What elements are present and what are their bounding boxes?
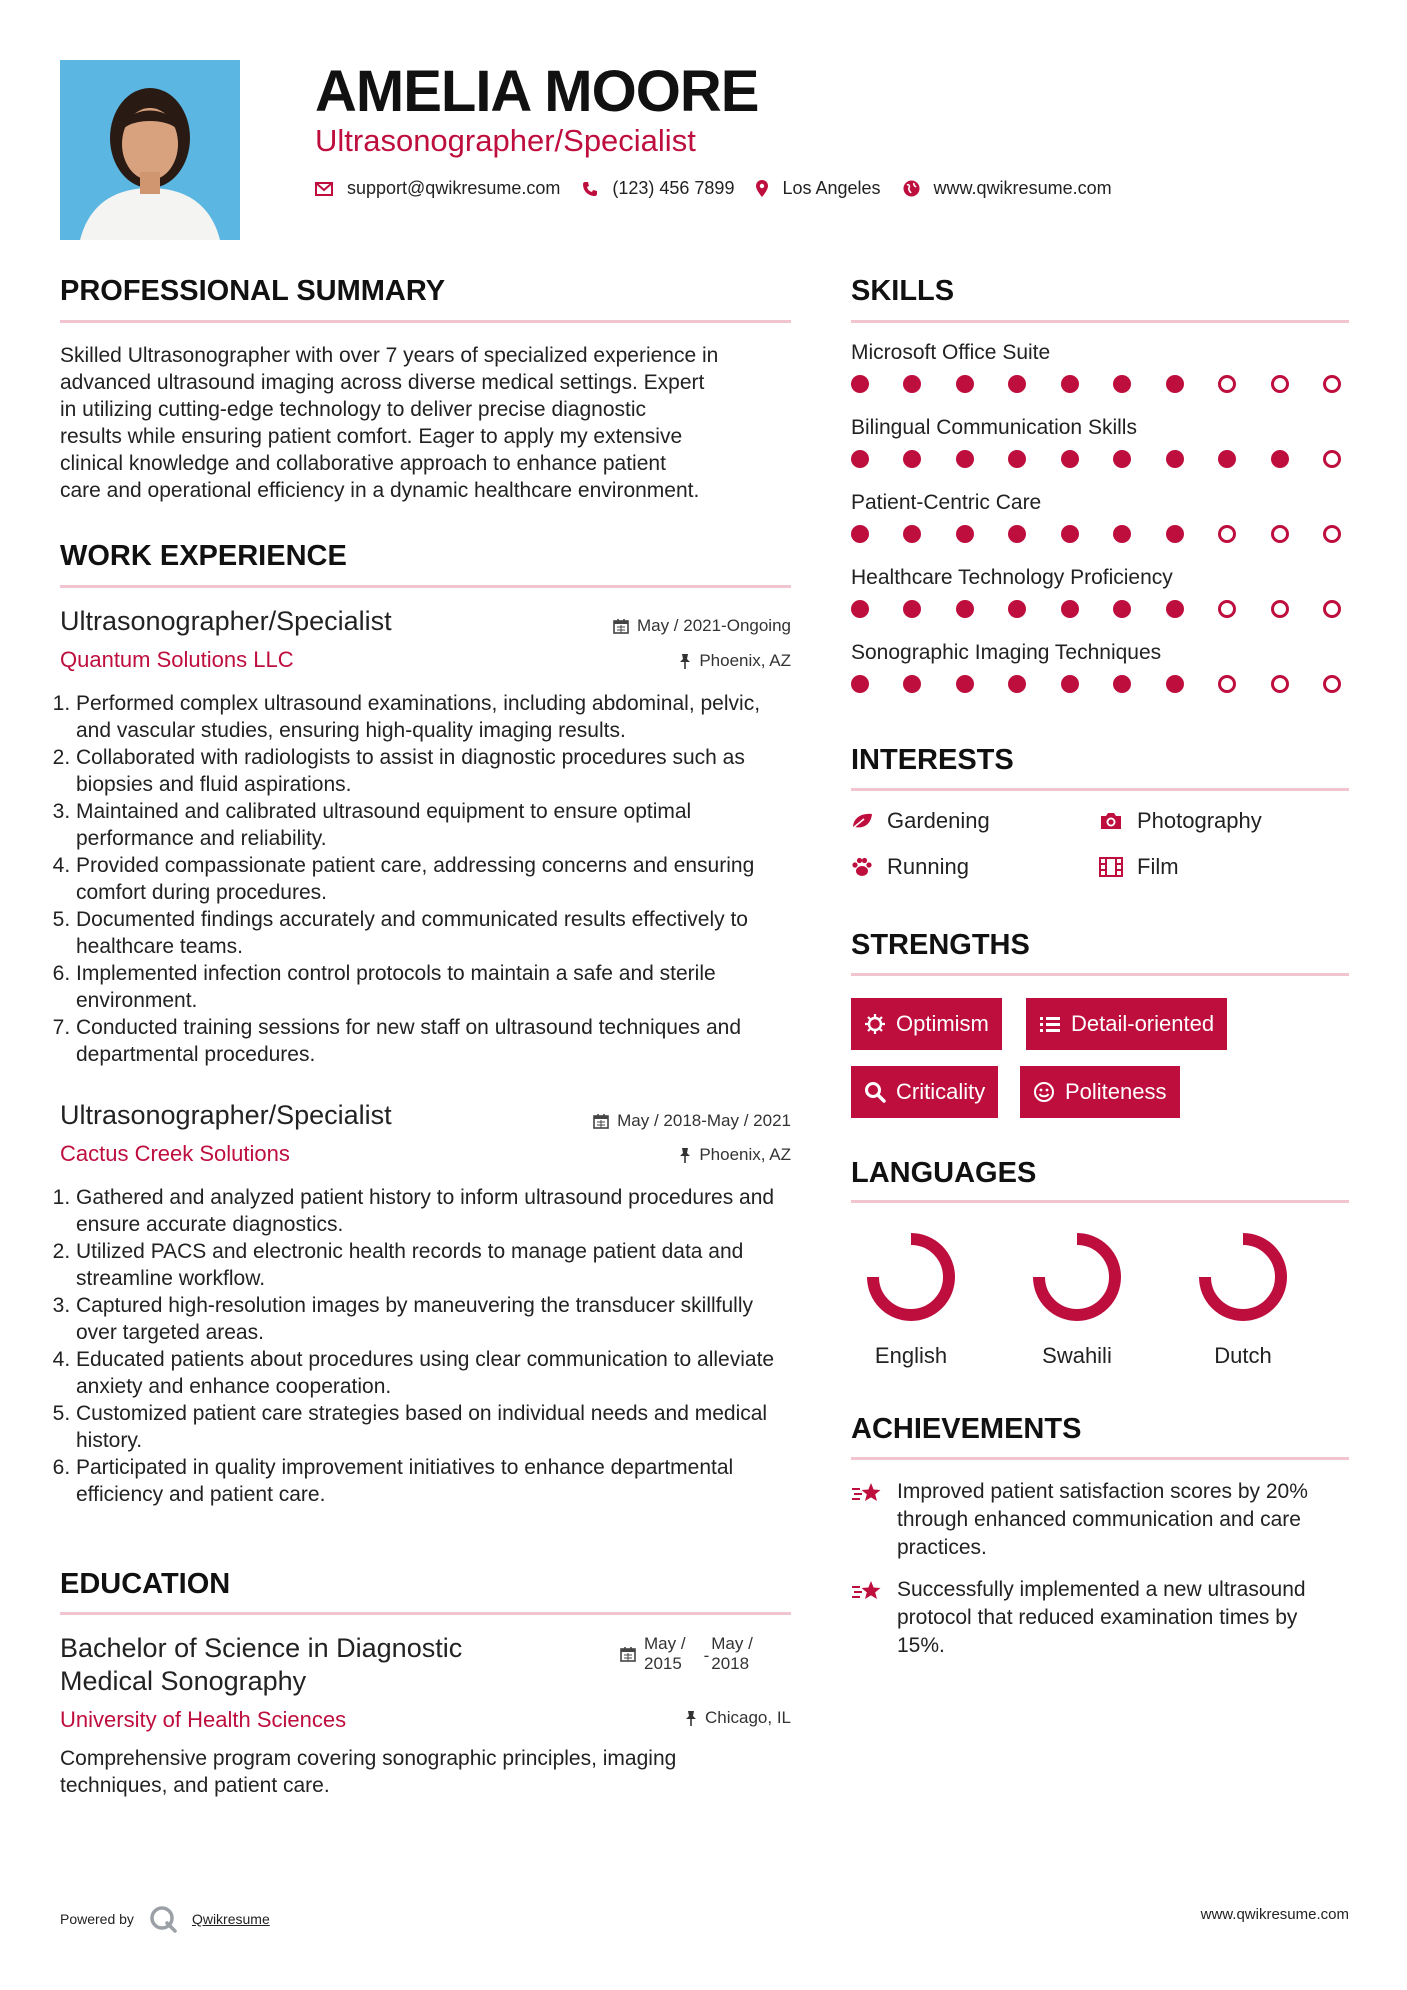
summary-line: results while ensuring patient comfort. Eager to apply my extensive [60,425,683,448]
rating-dot-filled [851,600,869,618]
rating-dot-empty [1271,600,1289,618]
rating-dot-filled [1166,375,1184,393]
skill-item [851,641,1351,716]
skill-item [851,341,1351,416]
education-location [491,1708,791,1728]
skill-rating [851,375,1341,393]
smile-icon [1033,1081,1055,1103]
contact-phone[interactable]: (123) 456 7899 [612,178,735,198]
strengths-heading: STRENGTHS [851,929,1030,961]
summary-line: advanced ultrasound imaging across diverse medical settings. Expert [60,371,705,394]
rating-dot-filled [903,675,921,693]
rating-dot-filled [903,450,921,468]
edu-start-month: May / [644,1634,686,1653]
rating-dot-filled [956,600,974,618]
rating-dot-filled [851,450,869,468]
rating-dot-empty [1323,675,1341,693]
phone-icon [582,181,598,197]
skills-list [851,341,1351,716]
contact-website[interactable]: www.qwikresume.com [933,178,1112,198]
rating-dot-empty [1218,600,1236,618]
skills-heading: SKILLS [851,275,955,307]
job-location [491,1145,791,1165]
strength-label: Optimism [896,1011,989,1036]
rating-dot-filled [1113,600,1131,618]
job-duties [58,1184,793,1508]
profile-photo [60,60,240,240]
rating-dot-filled [956,450,974,468]
rating-dot-filled [1008,375,1026,393]
job-duties [58,690,793,1068]
skill-label: Sonographic Imaging Techniques [851,641,1162,664]
rating-dot-empty [1323,375,1341,393]
rating-dot-filled [1113,675,1131,693]
strengths-rule [851,973,1349,976]
search-icon [864,1081,886,1103]
summary-line: Skilled Ultrasonographer with over 7 years of specialized experience in [60,344,719,367]
rating-dot-filled [1008,450,1026,468]
date-separator: - [703,1646,710,1665]
language-gauge [856,1222,966,1332]
rating-dot-filled [903,525,921,543]
contact-location: Los Angeles [782,178,881,198]
rating-dot-filled [1061,525,1079,543]
envelope-icon [315,182,333,196]
experience-heading: WORK EXPERIENCE [60,540,347,572]
rating-dot-filled [1061,600,1079,618]
rating-dot-filled [1271,450,1289,468]
duty-item: 2. Utilized PACS and electronic health records to manage patient data and streamline workflow. [76,1238,793,1292]
job-company: Quantum Solutions LLC [60,647,294,672]
pushpin-icon [679,1147,691,1163]
job-title: Ultrasonographer/Specialist [60,606,392,636]
duty-item: 1. Performed complex ultrasound examinations, including abdominal, pelvic, and vascular studies, ensuring high-quality imaging results. [76,690,793,744]
rating-dot-filled [956,675,974,693]
achievement-text: Successfully implemented a new ultrasound protocol that reduced examination times by 15%. [897,1578,1306,1657]
calendar-icon [593,1113,609,1129]
rating-dot-empty [1271,375,1289,393]
rating-dot-filled [1166,450,1184,468]
rating-dot-empty [1218,675,1236,693]
interest-label: Gardening [887,808,990,833]
edu-start-year: 2015 [644,1654,682,1673]
language-label: English [874,1343,948,1368]
strength-label: Criticality [896,1079,986,1104]
duty-item: 2. Collaborated with radiologists to assist in diagnostic procedures such as biopsies and fluid aspirations. [76,744,793,798]
education-description: Comprehensive program covering sonographic principles, imaging techniques, and patient care. [60,1747,677,1797]
duty-item: 6. Participated in quality improvement initiatives to enhance departmental efficiency and patient care. [76,1454,793,1508]
footer-powered-by [60,1904,270,1934]
rating-dot-filled [903,375,921,393]
pushpin-icon [685,1710,697,1726]
job-location-text: Phoenix, AZ [699,1145,791,1164]
rating-dot-empty [1323,600,1341,618]
rating-dot-filled [1113,525,1131,543]
job-dates-text: May / 2021-Ongoing [636,616,791,635]
summary-line: in utilizing cutting-edge technology to deliver precise diagnostic [60,398,647,421]
skill-rating [851,525,1341,543]
rating-dot-empty [1271,525,1289,543]
skill-item [851,491,1351,566]
powered-by-label: Powered by [60,1911,134,1927]
interest-running [851,854,969,880]
languages-heading: LANGUAGES [851,1157,1037,1189]
strength-detail-oriented [1026,998,1227,1050]
job-dates [491,1111,791,1131]
summary-line: care and operational efficiency in a dynamic healthcare environment. [60,479,700,502]
rating-dot-filled [1061,450,1079,468]
education-dates [620,1634,753,1674]
rating-dot-filled [1061,675,1079,693]
degree-line: Medical Sonography [60,1666,307,1696]
rating-dot-filled [1166,675,1184,693]
interest-gardening [851,808,990,834]
rating-dot-filled [1113,375,1131,393]
brand-link[interactable]: Qwikresume [191,1911,270,1927]
language-english [851,1222,971,1369]
rating-dot-filled [851,375,869,393]
rating-dot-filled [903,600,921,618]
summary-heading: PROFESSIONAL SUMMARY [60,275,446,307]
footer-website[interactable]: www.qwikresume.com [1200,1906,1349,1923]
rating-dot-empty [1323,525,1341,543]
achievements-rule [851,1457,1349,1460]
interest-label: Film [1137,854,1179,879]
achievement-text: Improved patient satisfaction scores by 20% through enhanced communication and care practices. [897,1480,1308,1559]
education-heading: EDUCATION [60,1568,231,1600]
skill-label: Patient-Centric Care [851,491,1042,514]
skill-label: Microsoft Office Suite [851,341,1051,364]
degree-title [60,1632,462,1698]
skills-rule [851,320,1349,323]
strength-optimism [851,998,1002,1050]
job-dates-text: May / 2018-May / 2021 [617,1111,791,1130]
skill-rating [851,450,1341,468]
rating-dot-filled [851,525,869,543]
calendar-icon [613,618,629,634]
interest-label: Running [887,854,969,879]
job-company: Cactus Creek Solutions [60,1141,290,1166]
duty-item: 6. Implemented infection control protocols to maintain a safe and sterile environment. [76,960,793,1014]
interests-rule [851,788,1349,791]
education-location-text: Chicago, IL [705,1708,791,1727]
rating-dot-filled [1008,600,1026,618]
contact-email[interactable]: support@qwikresume.com [347,178,561,198]
sun-icon [864,1013,886,1035]
language-label: Dutch [1214,1343,1272,1368]
strength-criticality [851,1066,998,1118]
rating-dot-filled [1166,600,1184,618]
languages-rule [851,1200,1349,1203]
skill-item [851,416,1351,491]
achievements-heading: ACHIEVEMENTS [851,1413,1082,1445]
language-gauge [1022,1222,1132,1332]
pushpin-icon [679,653,691,669]
duty-item: 4. Educated patients about procedures using clear communication to alleviate anxiety and enhance cooperation. [76,1346,793,1400]
leaf-icon [851,812,873,830]
rating-dot-filled [956,375,974,393]
rating-dot-filled [1113,450,1131,468]
rating-dot-filled [1008,525,1026,543]
candidate-name: AMELIA MOORE [315,59,759,124]
rating-dot-filled [851,675,869,693]
shooting-star-icon [851,1480,883,1506]
film-icon [1099,857,1123,877]
language-dutch [1183,1222,1303,1369]
globe-icon [903,180,920,197]
skill-rating [851,600,1341,618]
shooting-star-icon [851,1578,883,1604]
duty-item: 5. Customized patient care strategies based on individual needs and medical history. [76,1400,793,1454]
education-rule [60,1612,791,1615]
rating-dot-filled [1061,375,1079,393]
job-dates [491,616,791,636]
school-name: University of Health Sciences [60,1707,347,1732]
summary-rule [60,320,791,323]
edu-end-month: May / [711,1634,753,1653]
rating-dot-empty [1218,375,1236,393]
rating-dot-empty [1271,675,1289,693]
candidate-title: Ultrasonographer/Specialist [315,123,696,158]
strength-label: Detail-oriented [1071,1011,1215,1036]
interest-photography [1099,808,1262,834]
strength-label: Politeness [1065,1079,1167,1104]
experience-rule [60,585,791,588]
map-pin-icon [756,180,768,197]
skill-label: Bilingual Communication Skills [851,416,1137,439]
duty-item: 1. Gathered and analyzed patient history to inform ultrasound procedures and ensure accurate diagnostics. [76,1184,793,1238]
summary-line: clinical knowledge and collaborative approach to enhance patient [60,452,666,475]
interest-film [1099,854,1179,880]
rating-dot-empty [1323,450,1341,468]
rating-dot-empty [1218,525,1236,543]
edu-end-year: 2018 [711,1654,750,1673]
strength-politeness [1020,1066,1180,1118]
rating-dot-filled [956,525,974,543]
achievement-item [851,1478,1351,1562]
camera-icon [1099,811,1123,831]
degree-line: Bachelor of Science in Diagnostic [60,1633,463,1663]
skill-rating [851,675,1341,693]
summary-text [60,342,800,504]
list-icon [1039,1015,1061,1033]
language-label: Swahili [1042,1343,1112,1368]
duty-item: 4. Provided compassionate patient care, addressing concerns and ensuring comfort during procedures. [76,852,793,906]
skill-item [851,566,1351,641]
skill-label: Healthcare Technology Proficiency [851,566,1173,589]
interests-heading: INTERESTS [851,744,1014,776]
job-location [491,651,791,671]
duty-item: 5. Documented findings accurately and communicated results effectively to healthcare teams. [76,906,793,960]
interest-label: Photography [1137,808,1262,833]
contact-bar [315,178,1134,199]
achievement-item [851,1576,1351,1660]
duty-item: 3. Captured high-resolution images by maneuvering the transducer skillfully over targeted areas. [76,1292,793,1346]
language-swahili [1017,1222,1137,1369]
qwikresume-logo-icon [148,1904,178,1934]
job-location-text: Phoenix, AZ [699,651,791,670]
duty-item: 7. Conducted training sessions for new staff on ultrasound techniques and departmental procedures. [76,1014,793,1068]
rating-dot-filled [1166,525,1184,543]
job-title: Ultrasonographer/Specialist [60,1100,392,1130]
duty-item: 3. Maintained and calibrated ultrasound equipment to ensure optimal performance and reliability. [76,798,793,852]
paw-icon [851,857,873,877]
rating-dot-filled [1008,675,1026,693]
rating-dot-filled [1218,450,1236,468]
calendar-icon [620,1646,636,1662]
language-gauge [1188,1222,1298,1332]
